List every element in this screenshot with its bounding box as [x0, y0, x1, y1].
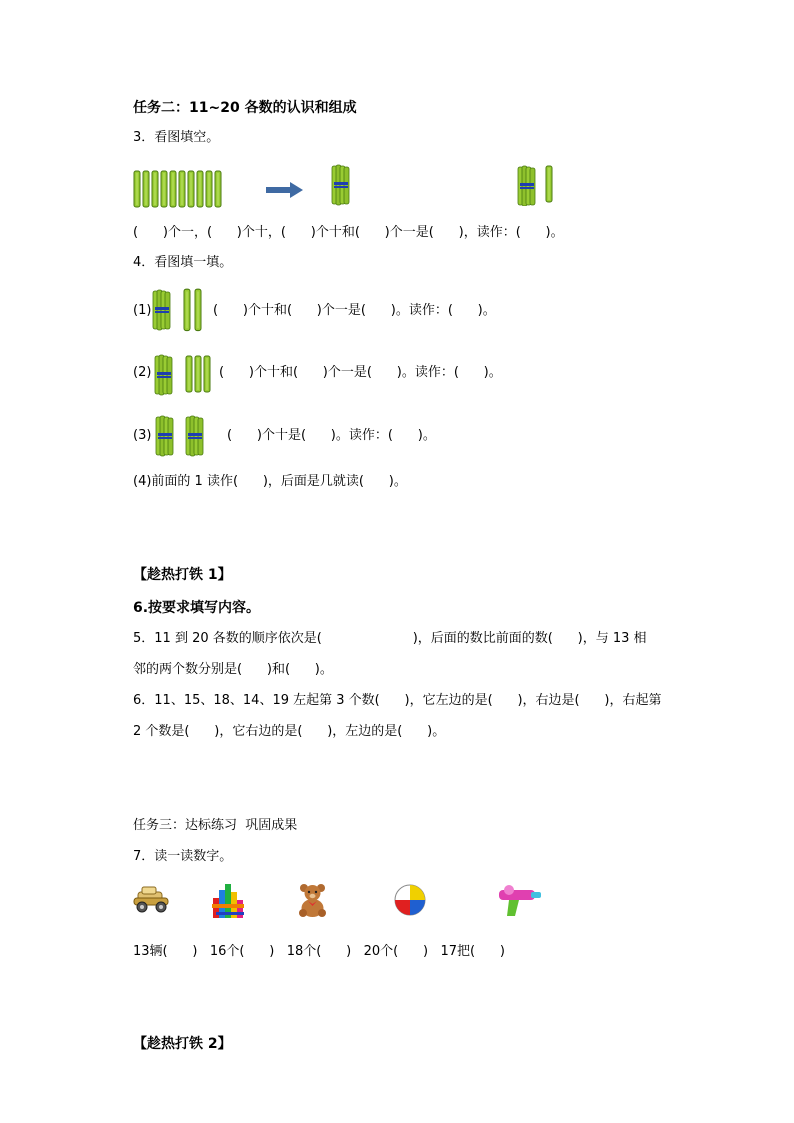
task3-heading: 任务三：达标练习 巩固成果 [133, 818, 298, 833]
item3-two-bundles-image [154, 414, 216, 458]
q4-item1-text: ( )个十和( )个一是( )。读作：( )。 [213, 303, 496, 318]
q7-title: 7．读一读数字。 [133, 849, 233, 864]
practice1-heading: 【趁热打铁 1】 [133, 567, 232, 583]
practice1-subheading: 6.按要求填写内容。 [133, 600, 261, 616]
ball-icon [393, 883, 427, 917]
q4-item1-number: (1) [133, 303, 152, 318]
q4-item2-text: ( )个十和( )个一是( )。读作：( )。 [219, 365, 502, 380]
q4-item3-number: (3) [133, 428, 152, 443]
q6-line2: 2 个数是( )，它右边的是( )，左边的是( )。 [133, 724, 446, 739]
bundle-icon [330, 164, 352, 206]
task2-heading: 任务二：11~20 各数的认识和组成 [133, 100, 357, 116]
ten-sticks-image [132, 170, 222, 208]
q4-item2-number: (2) [133, 365, 152, 380]
item1-bundle-and-sticks-image [150, 288, 216, 334]
item2-bundle-and-sticks-image [153, 354, 217, 396]
q7-fill-line: 13辆( ) 16个( ) 18个( ) 20个( ) 17把( ) [133, 944, 505, 959]
q4-title: 4．看图填一填。 [133, 255, 233, 270]
q3-title: 3．看图填空。 [133, 130, 220, 145]
q3-fill-line: ( )个一，( )个十，( )个十和( )个一是( )，读作：( )。 [133, 225, 564, 240]
q5-line1: 5．11 到 20 各数的顺序依次是( )，后面的数比前面的数( )，与 13 相 [133, 631, 647, 646]
q5-line2: 邻的两个数分别是( )和( )。 [133, 662, 333, 677]
teddy-bear-icon [296, 882, 330, 918]
water-gun-icon [497, 884, 545, 918]
practice2-heading: 【趁热打铁 2】 [133, 1036, 232, 1052]
right-arrow-icon [266, 182, 304, 198]
blocks-icon [210, 880, 248, 920]
q4-item4: (4)前面的 1 读作( )，后面是几就读( )。 [133, 474, 407, 489]
bundle-and-stick-icon [516, 164, 560, 206]
q4-item3-text: ( )个十是( )。读作：( )。 [227, 428, 436, 443]
q6-line1: 6．11、15、18、14、19 左起第 3 个数( )，它左边的是( )，右边是( )，右起第 [133, 693, 662, 708]
car-icon [132, 884, 172, 916]
